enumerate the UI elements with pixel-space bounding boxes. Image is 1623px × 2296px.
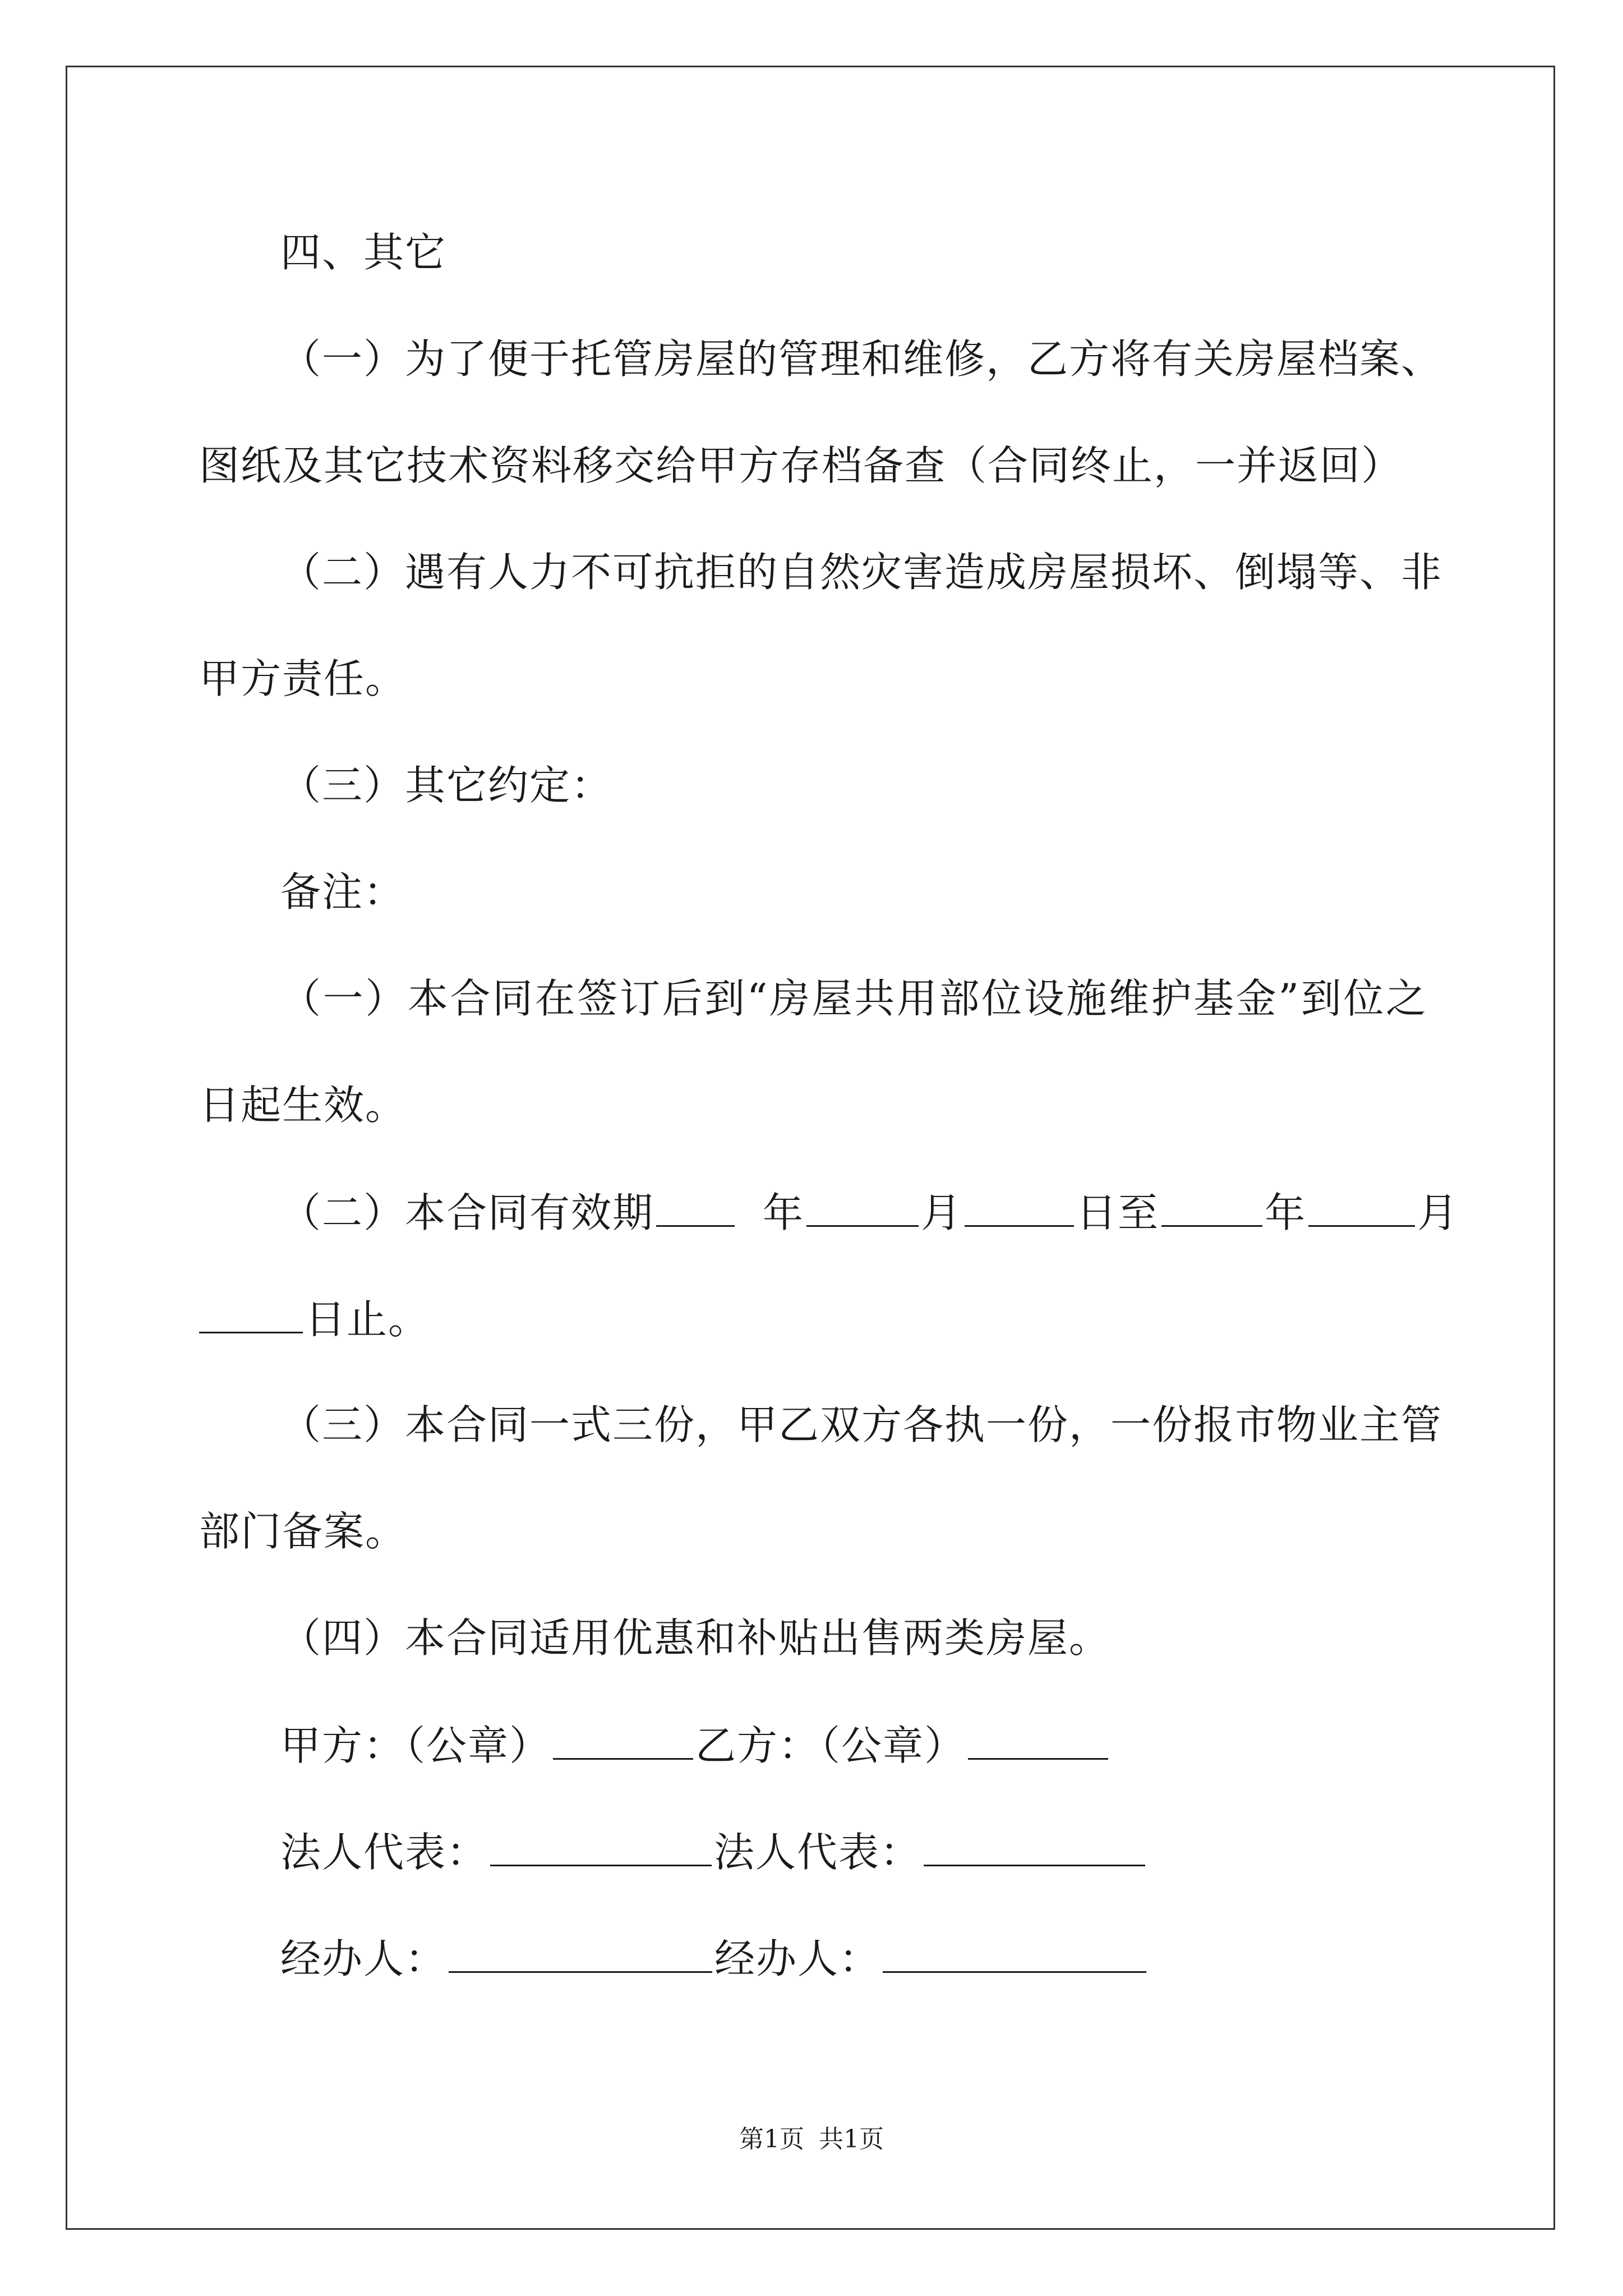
handler-a-label: 经办人： [280,1935,447,1982]
handler-b-blank[interactable] [883,1930,1146,1973]
party-a-seal-blank[interactable] [553,1717,693,1760]
handler-a-blank[interactable] [449,1930,712,1973]
blank-end-month[interactable] [1308,1184,1415,1227]
clause-2-line-2: 甲方责任。 [199,655,407,702]
note-2-end: 日止。 [305,1296,430,1343]
note-2-year-2: 年 [1265,1189,1307,1236]
page-footer [0,2123,1623,2156]
handler-b-label: 经办人： [714,1935,881,1982]
section-heading: 四、其它 [280,229,447,276]
clause-1-line-1: （一）为了便于托管房屋的管理和维修，乙方将有关房屋档案、 [280,335,1443,383]
clause-2-line-1: （二）遇有人力不可抗拒的自然灾害造成房屋损坏、倒塌等、非 [280,549,1443,596]
note-3-line-2: 部门备案。 [199,1508,407,1555]
legal-rep-a-label: 法人代表： [280,1829,488,1876]
note-2-month: 月 [921,1189,963,1236]
legal-rep-a-blank[interactable] [490,1823,712,1866]
handler-line [280,1930,1149,1987]
note-2-prefix: （二）本合同有效期 [280,1189,654,1236]
notes-heading: 备注： [280,868,405,915]
blank-end-year[interactable] [1161,1184,1262,1227]
note-2-day-to: 日至 [1076,1189,1160,1236]
note-1-line-2: 日起生效。 [199,1082,407,1129]
page-number: 第1页 [739,2125,804,2154]
blank-start-month[interactable] [806,1184,919,1227]
note-2-line-1 [280,1184,1459,1241]
legal-rep-line [280,1823,1147,1880]
legal-rep-b-label: 法人代表： [714,1829,922,1876]
page-border [66,66,1555,2230]
note-3-line-1: （三）本合同一式三份，甲乙双方各执一份，一份报市物业主管 [280,1401,1443,1448]
seal-line [280,1717,1110,1774]
clause-1-line-2: 图纸及其它技术资料移交给甲方存档备查（合同终止，一并返回） [199,442,1403,489]
party-a-seal-label: 甲方：（公章） [280,1722,551,1769]
party-b-seal-label: 乙方：（公章） [695,1722,966,1769]
note-2-month-2: 月 [1417,1189,1459,1236]
clause-3: （三）其它约定： [280,762,613,809]
blank-end-day[interactable] [199,1290,303,1333]
blank-start-year[interactable] [656,1184,735,1227]
note-1-line-1: （一）本合同在签订后到“房屋共用部位设施维护基金”到位之 [280,975,1427,1022]
party-b-seal-blank[interactable] [968,1717,1108,1760]
note-2-year: 年 [763,1189,805,1236]
legal-rep-b-blank[interactable] [924,1823,1145,1866]
page-total: 共1页 [819,2125,884,2154]
blank-start-day[interactable] [965,1184,1074,1227]
note-2-line-2 [199,1290,430,1347]
note-4: （四）本合同适用优惠和补贴出售两类房屋。 [280,1614,1111,1662]
